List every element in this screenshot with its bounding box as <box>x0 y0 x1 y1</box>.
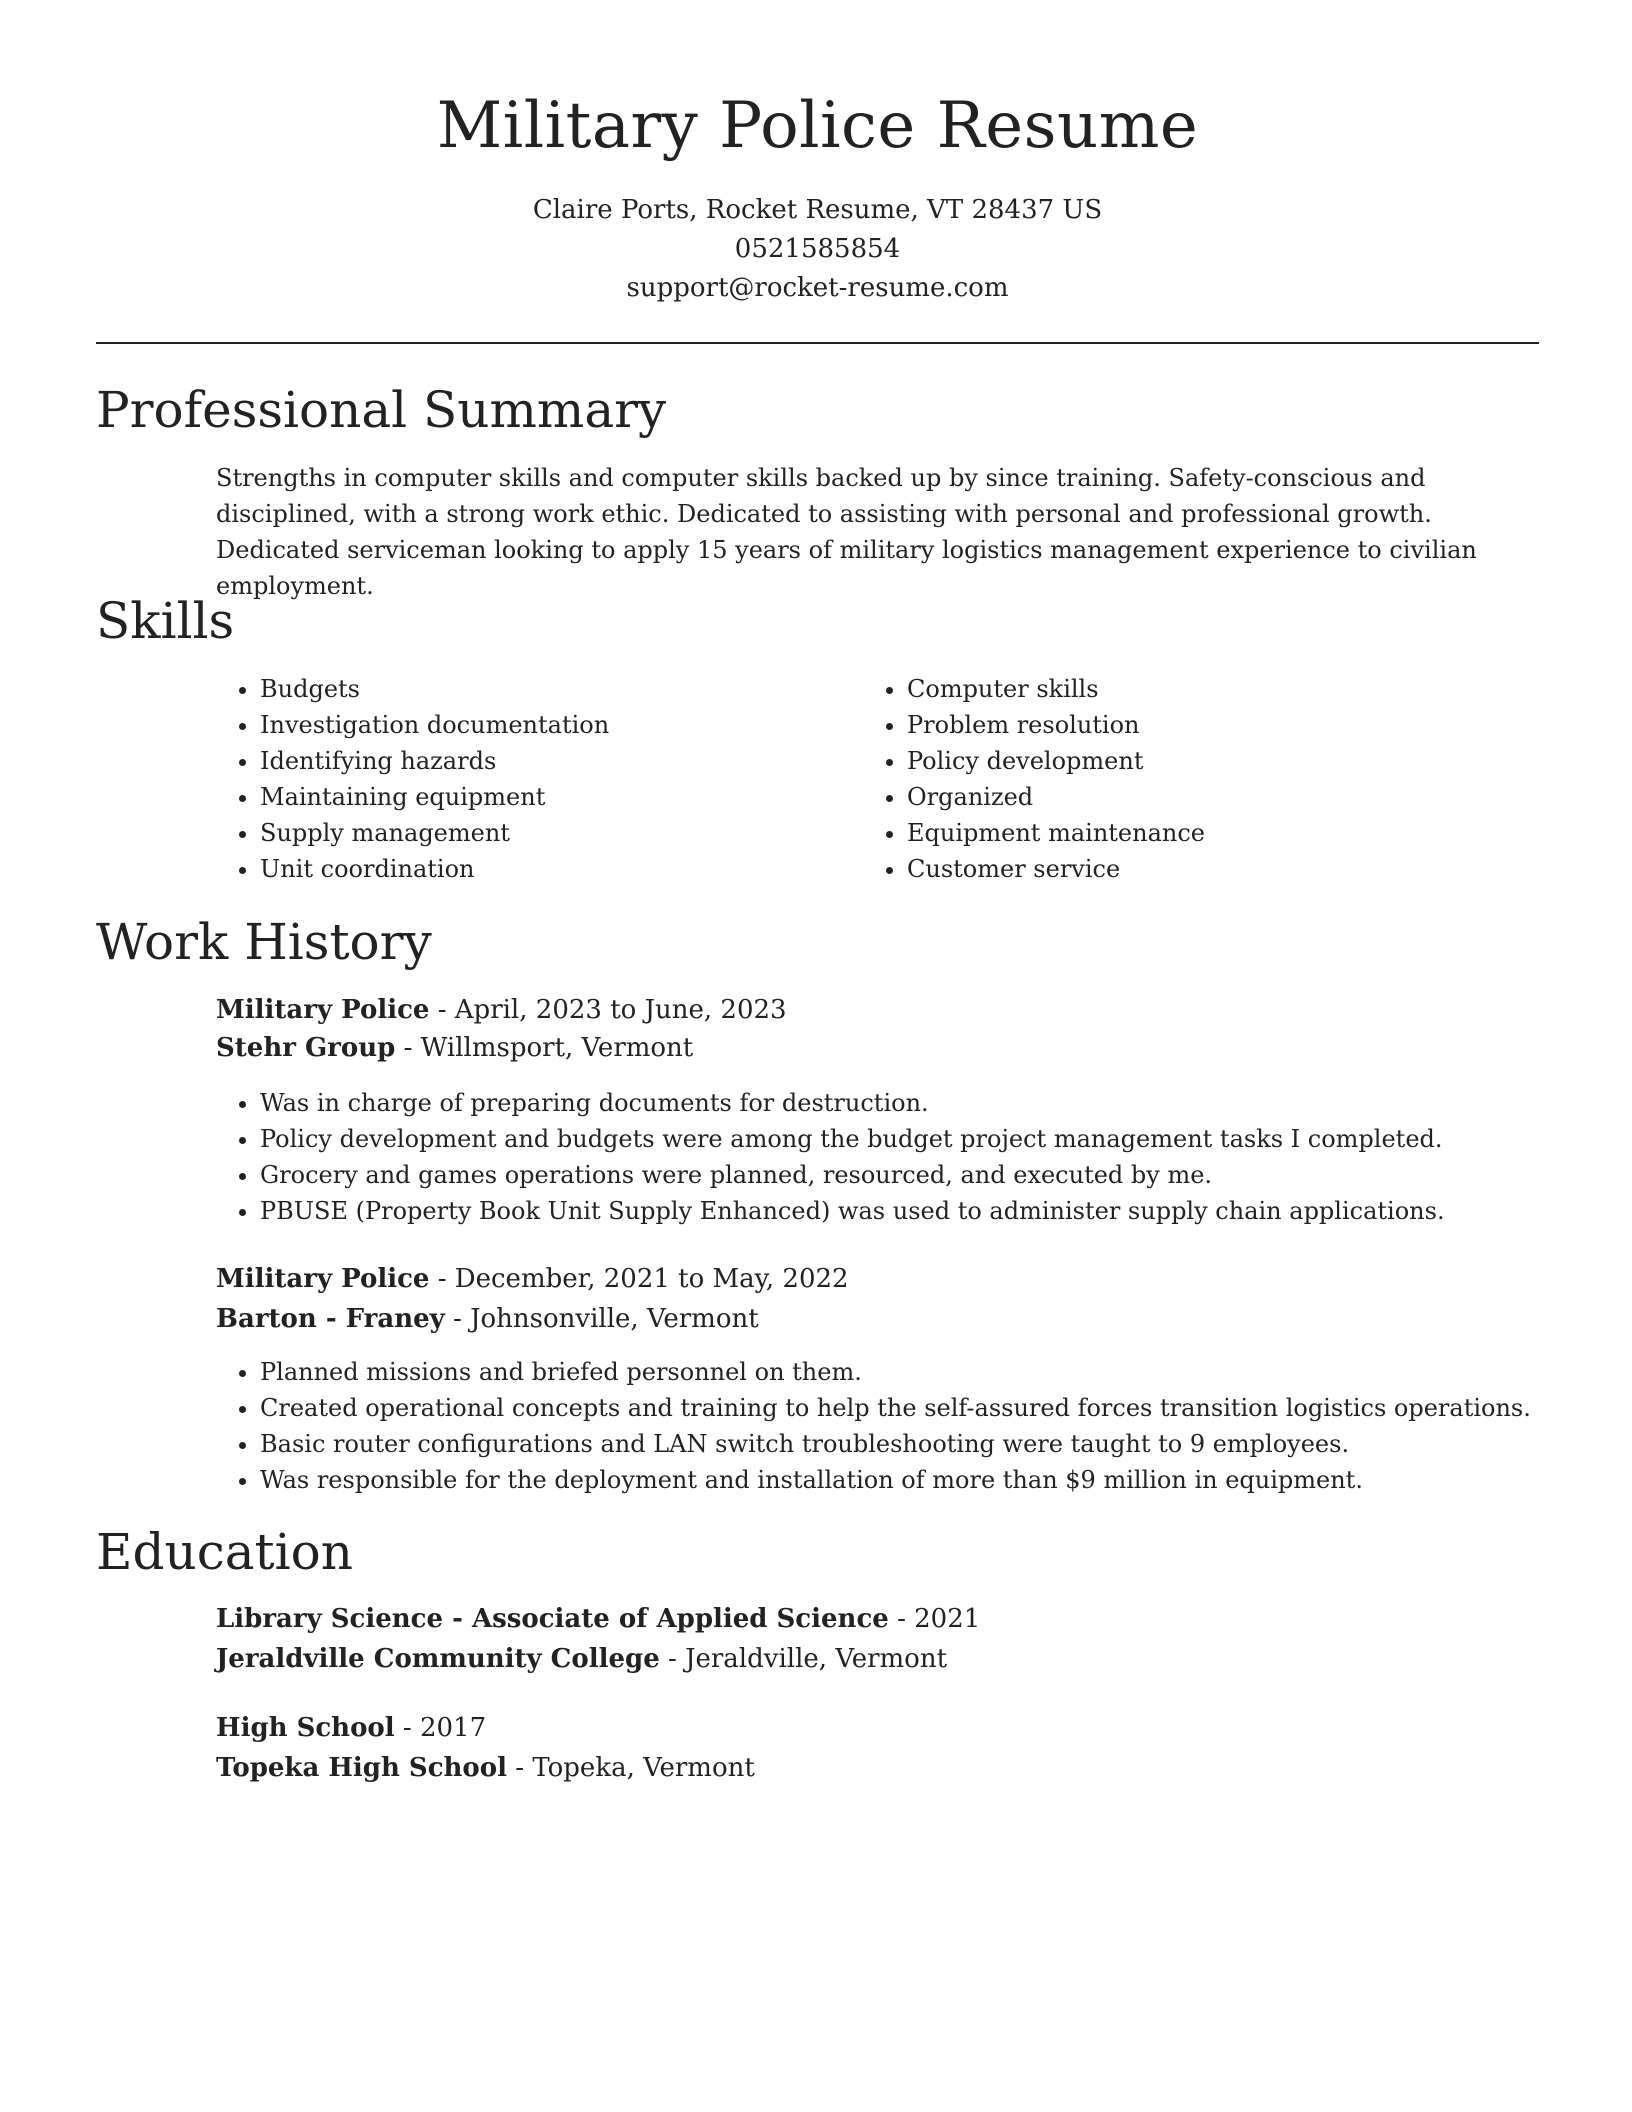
job-location: - Johnsonville, Vermont <box>444 1304 759 1334</box>
job-bullets <box>216 1354 1531 1498</box>
skill-item: • Unit coordination <box>260 851 609 887</box>
education-location: - Topeka, Vermont <box>507 1753 755 1783</box>
contact-address: Claire Ports, Rocket Resume, VT 28437 US <box>532 195 1103 225</box>
education-heading: Education <box>96 1523 353 1581</box>
education-degree-line <box>216 1709 486 1747</box>
education-school-line <box>216 1749 755 1787</box>
skill-item: • Organized <box>907 779 1205 815</box>
education-year: - 2017 <box>394 1713 487 1743</box>
skill-item: • Maintaining equipment <box>260 779 609 815</box>
skills-list-right <box>863 671 1205 887</box>
job-company-line <box>216 1300 759 1338</box>
job-company-line <box>216 1029 693 1067</box>
job-title-line <box>216 991 787 1029</box>
job-dates: - December, 2021 to May, 2022 <box>429 1264 849 1294</box>
resume-title: Military Police Resume <box>436 89 1199 163</box>
education-school: Jeraldville Community College <box>216 1644 660 1674</box>
job-bullets <box>216 1085 1445 1229</box>
skill-item: • Customer service <box>907 851 1205 887</box>
skill-item: • Supply management <box>260 815 609 851</box>
job-bullet: • Grocery and games operations were planned, resourced, and executed by me. <box>260 1157 1445 1193</box>
skill-item: • Investigation documentation <box>260 707 609 743</box>
job-company: Stehr Group <box>216 1033 396 1063</box>
job-dates: - April, 2023 to June, 2023 <box>429 995 787 1025</box>
skill-item: • Computer skills <box>907 671 1205 707</box>
job-title-line <box>216 1260 849 1298</box>
skill-item: • Budgets <box>260 671 609 707</box>
job-bullet: • Planned missions and briefed personnel on them. <box>260 1354 1531 1390</box>
skills-list-left <box>216 671 609 887</box>
job-bullet: • PBUSE (Property Book Unit Supply Enhanced) was used to administer supply chain applications. <box>260 1193 1445 1229</box>
job-bullet: • Basic router configurations and LAN switch troubleshooting were taught to 9 employees. <box>260 1426 1531 1462</box>
header-divider <box>96 342 1539 344</box>
job-bullet: • Created operational concepts and training to help the self-assured forces transition logistics operations. <box>260 1390 1531 1426</box>
education-degree: High School <box>216 1713 395 1743</box>
job-location: - Willmsport, Vermont <box>395 1033 694 1063</box>
education-location: - Jeraldville, Vermont <box>659 1644 948 1674</box>
education-school: Topeka High School <box>216 1753 507 1783</box>
education-year: - 2021 <box>888 1604 981 1634</box>
education-degree-line <box>216 1600 980 1638</box>
contact-phone: 0521585854 <box>734 234 901 264</box>
work-heading: Work History <box>96 913 432 971</box>
contact-email: support@rocket-resume.com <box>626 273 1009 303</box>
job-title: Military Police <box>216 995 430 1025</box>
contact-block <box>96 191 1539 308</box>
skill-item: • Policy development <box>907 743 1205 779</box>
summary-heading: Professional Summary <box>96 381 667 439</box>
job-bullet: • Policy development and budgets were among the budget project management tasks I completed. <box>260 1121 1445 1157</box>
job-company: Barton - Franey <box>216 1304 445 1334</box>
job-bullet: • Was in charge of preparing documents for destruction. <box>260 1085 1445 1121</box>
job-bullet: • Was responsible for the deployment and installation of more than $9 million in equipment. <box>260 1462 1531 1498</box>
skill-item: • Equipment maintenance <box>907 815 1205 851</box>
skill-item: • Problem resolution <box>907 707 1205 743</box>
education-school-line <box>216 1640 947 1678</box>
skills-heading: Skills <box>96 592 235 650</box>
skill-item: • Identifying hazards <box>260 743 609 779</box>
job-title: Military Police <box>216 1264 430 1294</box>
education-degree: Library Science - Associate of Applied Science <box>216 1604 889 1634</box>
summary-text: Strengths in computer skills and computer skills backed up by since training. Safety-conscious and disciplined, with a strong work ethic. Dedicated to assisting with personal and professional growth. Dedicated serviceman looking to apply 15 years of military logistics management experience to civilian employment. <box>216 464 1477 600</box>
